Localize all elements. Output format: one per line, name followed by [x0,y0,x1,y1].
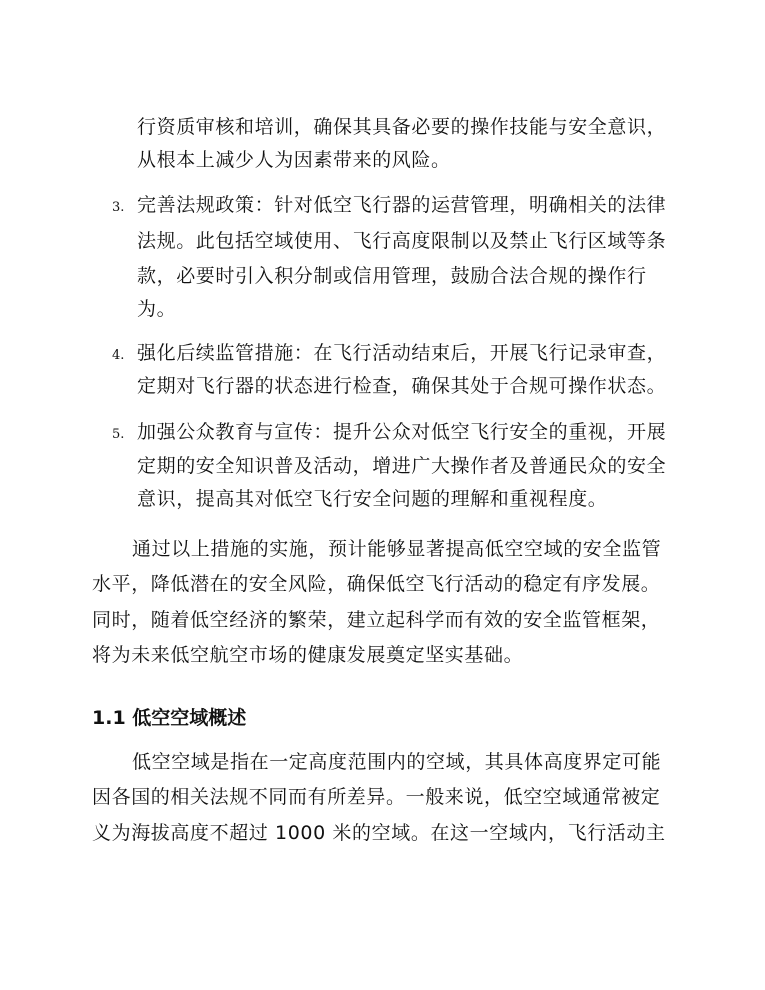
item4-line-1: 强化后续监管措施：在飞行活动结束后，开展飞行记录审查， [137,342,667,364]
item5-line-3: 意识，提高其对低空飞行安全问题的理解和重视程度。 [137,488,608,510]
item3-line-1: 完善法规政策：针对低空飞行器的运营管理，明确相关的法律 [137,194,667,216]
item3-line-3: 款，必要时引入积分制或信用管理，鼓励合法合规的操作行 [137,265,647,287]
item5-line-1: 加强公众教育与宣传：提升公众对低空飞行安全的重视，开展 [137,421,667,443]
conclusion-line-4: 将为未来低空航空市场的健康发展奠定坚实基础。 [92,644,524,666]
section-heading: 1.1 低空空域概述 [92,707,247,729]
item3-line-2: 法规。此包括空域使用、飞行高度限制以及禁止飞行区域等条 [137,230,667,252]
item5-line-2: 定期的安全知识普及活动，增进广大操作者及普通民众的安全 [137,455,667,477]
item2-line-2: 从根本上减少人为因素带来的风险。 [137,149,451,171]
item4-line-2: 定期对飞行器的状态进行检查，确保其处于合规可操作状态。 [137,375,667,397]
conclusion-line-2: 水平，降低潜在的安全风险，确保低空飞行活动的稳定有序发展。 [92,573,661,595]
item3-number: 3. [112,200,125,215]
section-line-2: 因各国的相关法规不同而有所差异。一般来说，低空空域通常被定 [92,786,661,808]
conclusion-line-3: 同时，随着低空经济的繁荣，建立起科学而有效的安全监管框架， [92,609,661,631]
section-line-3: 义为海拔高度不超过 1000 米的空域。在这一空域内，飞行活动主 [92,822,666,844]
item5-number: 5. [112,427,125,442]
item4-number: 4. [112,348,125,363]
section-line-1: 低空空域是指在一定高度范围内的空域，其具体高度界定可能 [132,751,662,773]
item2-line-1: 行资质审核和培训，确保其具备必要的操作技能与安全意识， [137,116,667,138]
conclusion-line-1: 通过以上措施的实施，预计能够显著提高低空空域的安全监管 [132,538,662,560]
item3-line-4: 为。 [137,298,177,320]
